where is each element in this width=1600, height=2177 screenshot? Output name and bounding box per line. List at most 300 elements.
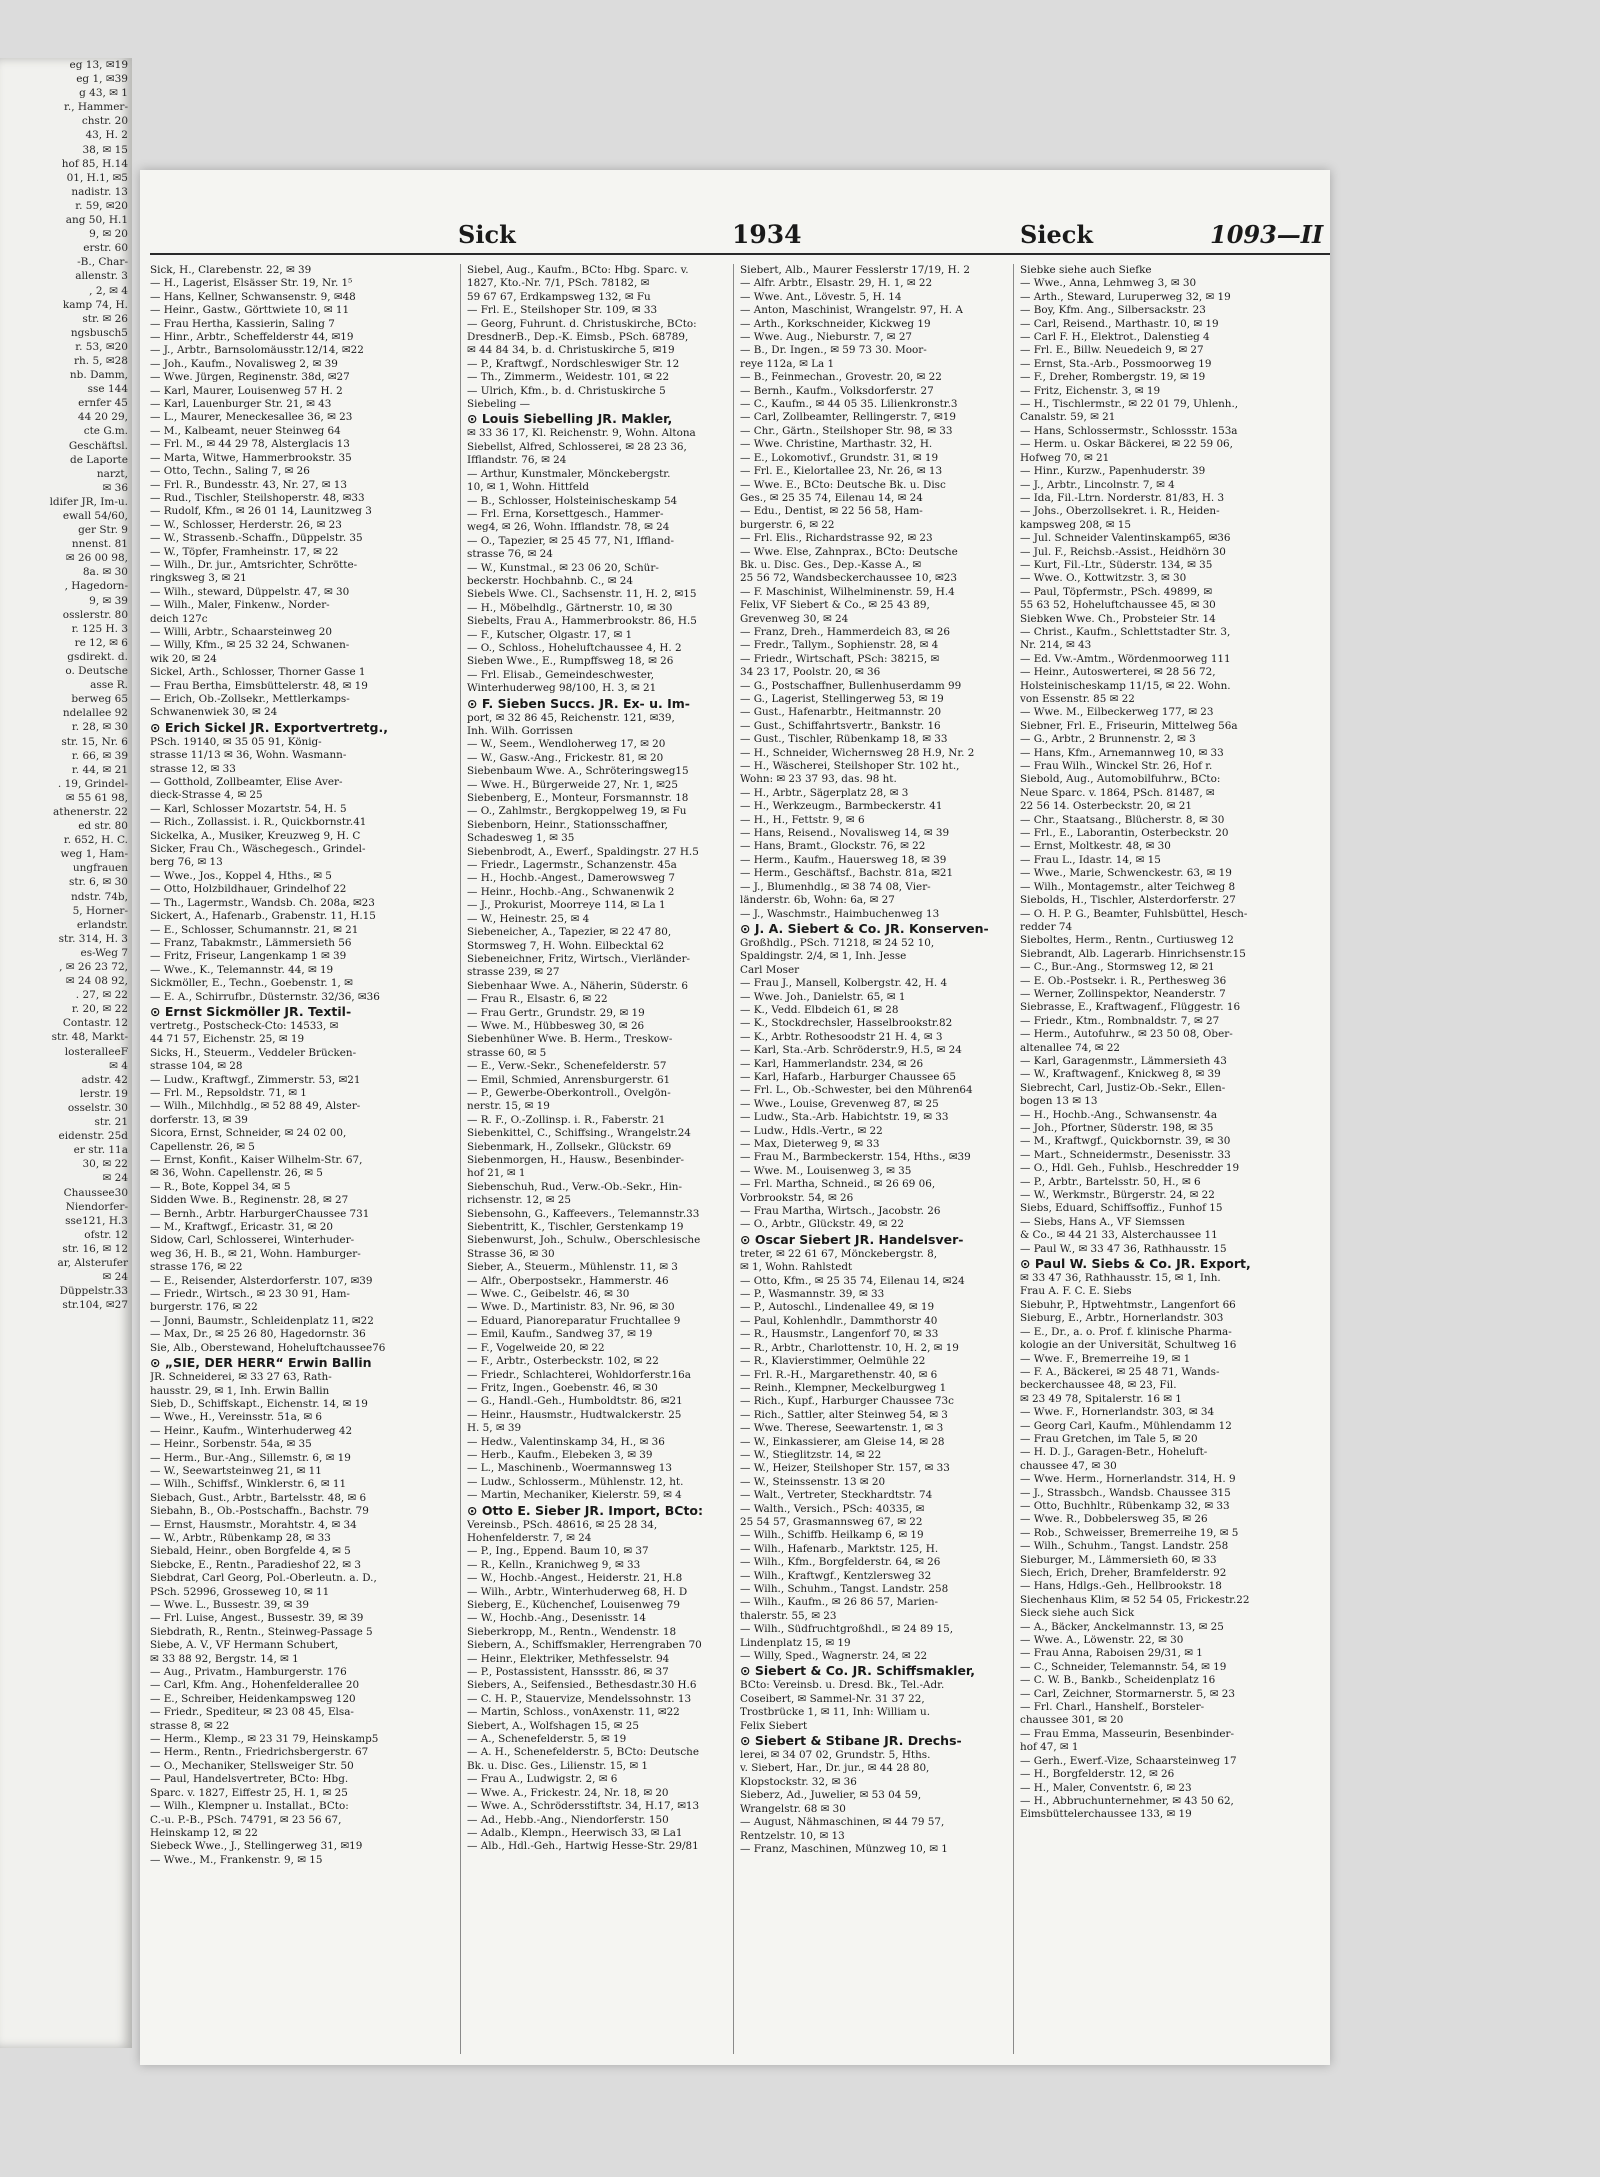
- directory-entry: — Wilh., Klempner u. Installat., BCto:: [150, 1800, 349, 1813]
- directory-entry: — F. A., Bäckerei, ✉ 25 48 71, Wands-: [1020, 1365, 1220, 1378]
- directory-entry: altenallee 74, ✉ 22: [1020, 1041, 1121, 1054]
- firm-entry: ⊙ Oscar Siebert JR. Handelsver-: [740, 1231, 964, 1247]
- directory-entry: — F., Kutscher, Olgastr. 17, ✉ 1: [467, 628, 633, 641]
- directory-entry: — Frau Bertha, Eimsbüttelerstr. 48, ✉ 19: [150, 679, 368, 692]
- directory-entry: — J., Prokurist, Moorreye 114, ✉ La 1: [467, 899, 666, 912]
- previous-page-fragment: ✉ 24: [102, 1172, 128, 1185]
- directory-entry: — H., Hochb.-Ang., Schwansenstr. 4a: [1020, 1108, 1218, 1121]
- directory-entry: H. 5, ✉ 39: [467, 1422, 522, 1435]
- directory-entry: thalerstr. 55, ✉ 23: [740, 1609, 837, 1622]
- directory-entry: Sickel, Arth., Schlosser, Thorner Gasse 1: [150, 666, 366, 679]
- directory-entry: — Christ., Kaufm., Schlettstadter Str. 3,: [1020, 625, 1231, 638]
- directory-entry: 1827, Kto.-Nr. 7/1, PSch. 78182, ✉: [467, 277, 650, 290]
- previous-page-fragment: 5, Horner-: [72, 904, 128, 917]
- directory-entry: Bk. u. Disc. Ges., Dep.-Kasse A., ✉: [740, 558, 922, 571]
- previous-page-fragment: o. Deutsche: [65, 665, 128, 678]
- directory-entry: — Paul, Kohlenhdlr., Dammthorstr 40: [740, 1314, 938, 1327]
- column-4: [1020, 264, 1320, 2064]
- directory-entry: — Rud., Tischler, Steilshoperstr. 48, ✉33: [150, 491, 365, 504]
- directory-entry: Siebenberg, E., Monteur, Forsmannstr. 18: [467, 792, 689, 805]
- directory-entry: weg4, ✉ 26, Wohn. Ifflandstr. 78, ✉ 24: [467, 521, 670, 534]
- directory-entry: — Wilh., Arbtr., Winterhuderweg 68, H. D: [467, 1585, 688, 1598]
- directory-entry: — Erich, Ob.-Zollsekr., Mettlerkamps-: [150, 693, 350, 705]
- previous-page-fragment: berweg 65: [71, 693, 128, 706]
- directory-entry: — R., Klavierstimmer, Oelmühle 22: [740, 1355, 926, 1368]
- directory-entry: Siebenbrodt, A., Ewerf., Spaldingstr. 27 H.5: [467, 845, 699, 858]
- directory-entry: — J., Arbtr., Barnsolomäusstr.12/14, ✉22: [150, 344, 364, 357]
- previous-page-fragment: r. 20, ✉ 22: [71, 1003, 128, 1016]
- directory-entry: Siebenwurst, Joh., Schulw., Oberschlesische: [467, 1234, 701, 1247]
- directory-entry: — F., Arbtr., Osterbeckstr. 102, ✉ 22: [467, 1355, 659, 1368]
- directory-entry: Winterhuderweg 98/100, H. 3, ✉ 21: [467, 682, 657, 695]
- directory-entry: dieck-Strasse 4, ✉ 25: [150, 789, 263, 802]
- directory-entry: — Marta, Witwe, Hammerbrookstr. 35: [150, 451, 352, 464]
- directory-entry: Carl Moser: [740, 963, 800, 976]
- directory-entry: — Frl. M., Repsoldstr. 71, ✉ 1: [150, 1086, 307, 1099]
- directory-entry: Sicker, Frau Ch., Wäschegesch., Grindel-: [150, 843, 366, 856]
- header-year: 1934: [732, 220, 802, 249]
- directory-entry: — W., Töpfer, Framheinstr. 17, ✉ 22: [150, 545, 339, 558]
- directory-entry: — H., Hochb.-Angest., Damerowsweg 7: [467, 872, 675, 885]
- previous-page-fragment: eidenstr. 25d: [58, 1130, 128, 1143]
- directory-entry: BCto: Vereinsb. u. Dresd. Bk., Tel.-Adr.: [740, 1679, 945, 1692]
- directory-entry: Siebeneichner, Fritz, Wirtsch., Vierländer-: [467, 952, 691, 965]
- directory-entry: — Jonni, Baumstr., Schleidenplatz 11, ✉22: [150, 1314, 374, 1327]
- directory-entry: Siebold, Aug., Automobilfuhrw., BCto:: [1020, 773, 1221, 786]
- directory-entry: — Ludw., Sta.-Arb. Habichtstr. 19, ✉ 33: [740, 1111, 949, 1124]
- directory-entry: — A., Bäcker, Anckelmannstr. 13, ✉ 25: [1020, 1620, 1224, 1633]
- previous-page-fragment: 01, H.1, ✉5: [66, 171, 128, 184]
- directory-entry: Siechenhaus Klim, ✉ 52 54 05, Frickestr.22: [1020, 1593, 1250, 1606]
- directory-entry: — G., Lagerist, Stellingerweg 53, ✉ 19: [740, 693, 944, 705]
- previous-page-fragment: sse121, H.3: [65, 1214, 128, 1227]
- directory-entry: — W., Gasw.-Ang., Frickestr. 81, ✉ 20: [467, 751, 664, 764]
- directory-entry: — P., Gewerbe-Oberkontroll., Ovelgön-: [467, 1086, 671, 1099]
- directory-entry: beckerchaussee 48, ✉ 23, Fil.: [1020, 1379, 1177, 1392]
- previous-page-fragment: adstr. 42: [81, 1073, 128, 1086]
- directory-entry: — F. Maschinist, Wilhelminenstr. 59, H.4: [740, 585, 955, 598]
- previous-page-fragment: ✉ 55 61 98,: [65, 791, 128, 804]
- directory-entry: — Jul. F., Reichsb.-Assist., Heidhörn 30: [1020, 545, 1226, 558]
- directory-entry: — Hedw., Valentinskamp 34, H., ✉ 36: [467, 1435, 665, 1448]
- directory-entry: Frau A. F. C. E. Siebs: [1020, 1285, 1132, 1298]
- directory-entry: Siebert, Alb., Maurer Fesslerstr 17/19, H. 2: [740, 264, 970, 276]
- directory-entry: — Joh., Pfortner, Süderstr. 198, ✉ 35: [1020, 1122, 1214, 1134]
- directory-entry: — Ernst, Moltkestr. 48, ✉ 30: [1020, 840, 1171, 853]
- directory-entry: — W., Hochb.-Ang., Desenisstr. 14: [467, 1612, 646, 1625]
- directory-entry: Vereinsb., PSch. 48616, ✉ 25 28 34,: [467, 1518, 658, 1531]
- directory-entry: — O. H. P. G., Beamter, Fuhlsbüttel, Hesch-: [1020, 907, 1248, 920]
- directory-entry: Siebelts, Frau A., Hammerbrookstr. 86, H.5: [467, 615, 697, 628]
- directory-entry: — Wilh., steward, Düppelstr. 47, ✉ 30: [150, 585, 350, 598]
- directory-entry: richsenstr. 12, ✉ 25: [467, 1194, 571, 1207]
- directory-entry: Siech, Erich, Dreher, Bramfelderstr. 92: [1020, 1567, 1227, 1579]
- directory-entry: — Paul W., ✉ 33 47 36, Rathhausstr. 15: [1020, 1242, 1227, 1255]
- directory-entry: Siebenbaum Wwe. A., Schröteringsweg15: [467, 765, 689, 778]
- directory-entry: — W., Steinssenstr. 13 ✉ 20: [740, 1475, 886, 1488]
- directory-entry: — Wilh., Hafenarb., Marktstr. 125, H.: [740, 1542, 939, 1555]
- directory-entry: — Carl, Zeichner, Stormarnerstr. 5, ✉ 23: [1020, 1687, 1235, 1700]
- directory-entry: — Frau A., Ludwigstr. 2, ✉ 6: [467, 1773, 618, 1786]
- directory-entry: — O., Hdl. Geh., Fuhlsb., Heschredder 19: [1020, 1162, 1240, 1175]
- directory-entry: Sieck siehe auch Sick: [1020, 1607, 1135, 1620]
- directory-entry: — Franz, Tabakmstr., Lämmersieth 56: [150, 936, 352, 949]
- directory-entry: strasse 11/13 ✉ 36, Wohn. Wasmann-: [150, 749, 347, 762]
- previous-page-fragment: ewall 54/60,: [62, 510, 128, 522]
- directory-entry: Siebahn, B., Ob.-Postschaffn., Bachstr. 79: [150, 1505, 369, 1518]
- directory-entry: — L., Maschinenb., Woermannsweg 13: [467, 1462, 672, 1475]
- directory-entry: — Wwe. A., Schrödersstiftstr. 34, H.17, ✉13: [467, 1800, 700, 1813]
- directory-entry: Siebner, Frl. E., Friseurin, Mittelweg 56a: [1020, 719, 1238, 732]
- directory-entry: redder 74: [1020, 920, 1073, 933]
- previous-page-fragment: ofstr. 12: [84, 1228, 128, 1241]
- previous-page-fragment: weg 1, Ham-: [60, 848, 128, 861]
- directory-entry: — Walth., Versich., PSch: 40335, ✉: [740, 1502, 925, 1515]
- directory-entry: Felix, VF Siebert & Co., ✉ 25 43 89,: [740, 599, 930, 612]
- directory-entry: — W., Werkmstr., Bürgerstr. 24, ✉ 22: [1020, 1189, 1215, 1202]
- directory-entry: Heinskamp 12, ✉ 22: [150, 1826, 258, 1839]
- previous-page-fragment: es-Weg 7: [80, 946, 128, 959]
- previous-page-fragment: Geschäftsl.: [68, 439, 128, 452]
- directory-entry: — Fritz, Eichenstr. 3, ✉ 19: [1020, 384, 1161, 397]
- directory-entry: Bk. u. Disc. Ges., Lilienstr. 15, ✉ 1: [467, 1759, 649, 1772]
- directory-entry: burgerstr. 6, ✉ 22: [740, 518, 835, 531]
- directory-entry: — Ulrich, Kfm., b. d. Christuskirche 5: [467, 384, 666, 397]
- directory-entry: — G., Arbtr., 2 Brunnenstr. 2, ✉ 3: [1020, 733, 1196, 746]
- directory-entry: strasse 12, ✉ 33: [150, 762, 236, 775]
- directory-entry: — Hinr., Arbtr., Scheffelderstr 44, ✉19: [150, 331, 354, 344]
- directory-entry: port, ✉ 32 86 45, Reichenstr. 121, ✉39,: [467, 711, 675, 724]
- directory-entry: — Hans, Bramt., Glockstr. 76, ✉ 22: [740, 840, 926, 853]
- directory-entry: Siebe, A. V., VF Hermann Schubert,: [150, 1639, 339, 1652]
- header-rule: [150, 253, 1330, 255]
- previous-page-fragment: Chaussee30: [63, 1186, 128, 1199]
- directory-entry: chaussee 47, ✉ 30: [1020, 1459, 1117, 1472]
- directory-entry: — J., Strassbch., Wandsb. Chaussee 315: [1020, 1486, 1231, 1499]
- directory-entry: länderstr. 6b, Wohn: 6a, ✉ 27: [740, 894, 895, 907]
- directory-entry: — E., Schreiber, Heidenkampsweg 120: [150, 1692, 356, 1705]
- previous-page-fragment: ngsbusch5: [70, 326, 128, 339]
- directory-entry: — Wwe. Joh., Danielstr. 65, ✉ 1: [740, 990, 906, 1003]
- previous-page-fragment: r. 28, ✉ 30: [71, 721, 128, 734]
- directory-entry: — Wwe. Aug., Nieburstr. 7, ✉ 27: [740, 331, 913, 344]
- directory-entry: Siebensohn, G., Kaffeevers., Telemannstr.33: [467, 1207, 700, 1220]
- directory-entry: — W., Einkassierer, am Gleise 14, ✉ 28: [740, 1435, 945, 1448]
- directory-entry: strasse 76, ✉ 24: [467, 548, 553, 561]
- directory-entry: — C., Bur.-Ang., Stormsweg 12, ✉ 21: [1020, 961, 1215, 974]
- previous-page-fragment: ernfer 45: [78, 397, 128, 410]
- directory-entry: ✉ 1, Wohn. Rahlstedt: [740, 1261, 853, 1274]
- directory-entry: — Ida, Fil.-Ltrn. Norderstr. 81/83, H. 3: [1020, 491, 1225, 504]
- directory-entry: — Bernh., Kaufm., Volksdorferstr. 27: [740, 384, 934, 397]
- directory-entry: — Friedr., Wirtschaft, PSch: 38215, ✉: [740, 652, 940, 665]
- previous-page-fragment: ✉ 24 08 92,: [65, 975, 128, 988]
- directory-entry: — Wilh., Kaufm., ✉ 26 86 57, Marien-: [740, 1596, 939, 1609]
- header-last-entry: Sieck: [1020, 220, 1093, 249]
- directory-entry: — Wwe. F., Bremerreihe 19, ✉ 1: [1020, 1352, 1191, 1365]
- directory-entry: Sidden Wwe. B., Reginenstr. 28, ✉ 27: [150, 1194, 349, 1207]
- directory-entry: — Karl, Lauenburger Str. 21, ✉ 43: [150, 398, 332, 411]
- directory-entry: — A., Schenefelderstr. 5, ✉ 19: [467, 1733, 627, 1746]
- directory-entry: treter, ✉ 22 61 67, Mönckebergstr. 8,: [740, 1247, 938, 1260]
- directory-entry: Siebke siehe auch Siefke: [1020, 264, 1152, 276]
- directory-entry: lerei, ✉ 34 07 02, Grundstr. 5, Hths.: [740, 1749, 931, 1762]
- firm-entry: ⊙ Paul W. Siebs & Co. JR. Export,: [1020, 1256, 1251, 1272]
- directory-entry: — Heinr., Elektriker, Methfesselstr. 94: [467, 1652, 670, 1665]
- firm-entry: ⊙ Otto E. Sieber JR. Import, BCto:: [467, 1502, 704, 1518]
- directory-entry: C.-u. P.-B., PSch. 74791, ✉ 23 56 67,: [150, 1813, 342, 1826]
- directory-entry: — P., Autoschl., Lindenallee 49, ✉ 19: [740, 1301, 935, 1314]
- directory-entry: — Wwe. Herm., Hornerlandstr. 314, H. 9: [1020, 1473, 1236, 1486]
- directory-entry: Capellenstr. 26, ✉ 5: [150, 1140, 255, 1153]
- previous-page-fragment: athenerstr. 22: [53, 805, 128, 818]
- previous-page-fragment: r. 66, ✉ 39: [71, 749, 128, 762]
- directory-entry: — P., Wasmannstr. 39, ✉ 33: [740, 1288, 885, 1301]
- directory-entry: — R., Arbtr., Charlottenstr. 10, H. 2, ✉ 19: [740, 1341, 959, 1354]
- directory-entry: — K., Vedd. Elbdeich 61, ✉ 28: [740, 1003, 899, 1016]
- directory-entry: — Herm., Autofuhrw., ✉ 23 50 08, Ober-: [1020, 1028, 1233, 1041]
- directory-entry: — Frau Gretchen, im Tale 5, ✉ 20: [1020, 1432, 1198, 1445]
- directory-entry: — Wwe., H., Vereinsstr. 51a, ✉ 6: [150, 1411, 323, 1424]
- directory-entry: — Frl. E., Kielortallee 23, Nr. 26, ✉ 13: [740, 465, 943, 478]
- directory-entry: — J., Arbtr., Lincolnstr. 7, ✉ 4: [1020, 478, 1175, 491]
- previous-page-fragment: sse 144: [87, 383, 128, 396]
- previous-page-fragment: kamp 74, H.: [62, 298, 128, 311]
- directory-entry: — Franz, Maschinen, Münzweg 10, ✉ 1: [740, 1842, 948, 1855]
- directory-entry: — W., Arbtr., Rübenkamp 28, ✉ 33: [150, 1531, 331, 1544]
- directory-entry: Hohenfelderstr. 7, ✉ 24: [467, 1531, 592, 1544]
- directory-entry: — Wwe. M., Eilbeckerweg 177, ✉ 23: [1020, 706, 1214, 719]
- previous-page-fragment: narzt,: [96, 467, 128, 480]
- directory-entry: — Wwe. M., Louisenweg 3, ✉ 35: [740, 1164, 912, 1177]
- previous-page-fragment: lerstr. 19: [79, 1087, 128, 1100]
- directory-entry: — R., Bote, Koppel 34, ✉ 5: [150, 1180, 291, 1193]
- previous-page-fragment: cte G.m.: [83, 425, 128, 438]
- directory-entry: — Otto, Techn., Saling 7, ✉ 26: [150, 465, 310, 478]
- previous-page-fragment: eg 1, ✉39: [76, 73, 128, 86]
- directory-entry: — Wilh., Kraftwgf., Kentzlersweg 32: [740, 1569, 932, 1582]
- directory-entry: — Ad., Hebb.-Ang., Niendorferstr. 150: [467, 1813, 669, 1826]
- directory-entry: — Herb., Kaufm., Elebeken 3, ✉ 39: [467, 1448, 653, 1461]
- header-first-entry: Sick: [458, 220, 516, 249]
- directory-entry: — W., Heinestr. 25, ✉ 4: [467, 912, 590, 925]
- directory-entry: — Wwe., K., Telemannstr. 44, ✉ 19: [150, 963, 334, 976]
- directory-entry: — Willi, Arbtr., Schaarsteinweg 20: [150, 625, 332, 638]
- directory-entry: — Herm., Kaufm., Hauersweg 18, ✉ 39: [740, 853, 947, 866]
- directory-entry: — Arth., Steward, Luruperweg 32, ✉ 19: [1020, 290, 1231, 303]
- directory-entry: — Friedr., Ktm., Rombnaldstr. 7, ✉ 27: [1020, 1014, 1220, 1027]
- directory-entry: — P., Ing., Eppend. Baum 10, ✉ 37: [467, 1545, 649, 1558]
- directory-entry: — Wwe., M., Frankenstr. 9, ✉ 15: [150, 1853, 323, 1866]
- directory-entry: — W., Seem., Wendloherweg 17, ✉ 20: [467, 738, 666, 751]
- previous-page-fragment: de Laporte: [69, 453, 128, 466]
- directory-entry: Coseibert, ✉ Sammel-Nr. 31 37 22,: [740, 1692, 925, 1705]
- directory-entry: — August, Nähmaschinen, ✉ 44 79 57,: [740, 1816, 945, 1829]
- directory-entry: — Otto, Buchhltr., Rübenkamp 32, ✉ 33: [1020, 1499, 1230, 1512]
- directory-entry: — C., Kaufm., ✉ 44 05 35. Lilienkronstr.3: [740, 398, 958, 411]
- directory-entry: Schwanenwiek 30, ✉ 24: [150, 706, 278, 719]
- directory-entry: strasse 176, ✉ 22: [150, 1261, 243, 1274]
- previous-page-fragment: ✉ 24: [102, 1271, 128, 1284]
- firm-entry: ⊙ Siebert & Co. JR. Schiffsmakler,: [740, 1663, 976, 1679]
- directory-entry: — O., Tapezier, ✉ 25 45 77, N1, Iffland-: [467, 534, 675, 547]
- directory-entry: — Willy, Sped., Wagnerstr. 24, ✉ 22: [740, 1650, 928, 1663]
- directory-entry: — Emil, Kaufm., Sandweg 37, ✉ 19: [467, 1328, 653, 1341]
- directory-entry: — J., Waschmstr., Haimbuchenweg 13: [740, 907, 940, 920]
- directory-entry: Siebenmark, H., Zollsekr., Glückstr. 69: [467, 1140, 672, 1153]
- directory-entry: — K., Arbtr. Rothesoodstr 21 H. 4, ✉ 3: [740, 1030, 943, 1043]
- directory-entry: — J., Blumenhdlg., ✉ 38 74 08, Vier-: [740, 880, 931, 893]
- previous-page-fragment: ldifer JR, Im-u.: [49, 495, 128, 508]
- directory-entry: — Frl. Elisab., Gemeindeschwester,: [467, 668, 655, 681]
- directory-entry: 25 56 72, Wandsbeckerchaussee 10, ✉23: [740, 572, 957, 585]
- previous-page-fragment: osselstr. 30: [67, 1101, 128, 1114]
- previous-page-fragment: r. 125 H. 3: [71, 622, 128, 635]
- directory-entry: — Frau M., Barmbeckerstr. 154, Hths., ✉39: [740, 1151, 971, 1164]
- directory-entry: — Gust., Schiffahrtsvertr., Bankstr. 16: [740, 719, 941, 732]
- directory-entry: — Aug., Privatm., Hamburgerstr. 176: [150, 1666, 347, 1679]
- directory-entry: — M., Kraftwgf., Ericastr. 31, ✉ 20: [150, 1221, 334, 1234]
- directory-entry: — Otto, Holzbildhauer, Grindelhof 22: [150, 883, 347, 896]
- directory-entry: — Rich., Zollassist. i. R., Quickbornstr.41: [150, 816, 367, 829]
- directory-entry: — O., Zahlmstr., Bergkoppelweg 19, ✉ Fu: [467, 805, 687, 818]
- directory-entry: von Essenstr. 85 ✉ 22: [1020, 693, 1135, 705]
- directory-entry: — G., Postschaffner, Bullenhuserdamm 99: [740, 679, 962, 692]
- directory-entry: — Fritz, Ingen., Goebenstr. 46, ✉ 30: [467, 1381, 658, 1394]
- directory-entry: Ges., ✉ 25 35 74, Eilenau 14, ✉ 24: [740, 491, 923, 504]
- directory-entry: — Th., Lagermstr., Wandsb. Ch. 208a, ✉23: [150, 896, 375, 909]
- directory-entry: — A. H., Schenefelderstr. 5, BCto: Deutsche: [467, 1746, 699, 1759]
- directory-entry: Siebald, Heinr., oben Borgfelde 4, ✉ 5: [150, 1545, 351, 1558]
- directory-entry: Sieben Wwe., E., Rumpffsweg 18, ✉ 26: [467, 655, 674, 668]
- column-divider: [460, 264, 461, 2054]
- directory-entry: — Gotthold, Zollbeamter, Elise Aver-: [150, 776, 343, 789]
- previous-page-fragment: 9, ✉ 39: [89, 594, 128, 607]
- previous-page-fragment: -B., Char-: [77, 256, 128, 269]
- directory-entry: — Hans, Schlossermstr., Schlossstr. 153a: [1020, 424, 1238, 437]
- directory-entry: — Wilh., Schiffsf., Winklerstr. 6, ✉ 11: [150, 1478, 347, 1491]
- previous-page-fragment: Düppelstr.33: [59, 1285, 128, 1298]
- directory-entry: — Emil, Schmied, Anrensburgerstr. 61: [467, 1073, 671, 1086]
- directory-entry: hof 21, ✉ 1: [467, 1167, 526, 1180]
- directory-entry: — Jul. Schneider Valentinskamp65, ✉36: [1020, 532, 1231, 545]
- previous-page-fragment: nb. Damm,: [69, 369, 128, 382]
- directory-entry: — Hans, Kellner, Schwansenstr. 9, ✉48: [150, 290, 356, 303]
- previous-page-fragment: hof 85, H.14: [61, 157, 128, 170]
- directory-entry: JR. Schneiderei, ✉ 33 27 63, Rath-: [150, 1371, 332, 1384]
- previous-page-fragment: str. 48, Markt-: [51, 1031, 128, 1044]
- directory-entry: Klopstockstr. 32, ✉ 36: [740, 1775, 857, 1788]
- directory-entry: — Karl, Hammerlandstr. 234, ✉ 26: [740, 1057, 924, 1070]
- directory-entry: — Frau Emma, Masseurin, Besenbinder-: [1020, 1727, 1234, 1740]
- directory-entry: — Frl. E., Billw. Neuedeich 9, ✉ 27: [1020, 344, 1204, 357]
- previous-page-fragment: ed str. 80: [78, 820, 128, 833]
- directory-entry: — Hans, Hdlgs.-Geh., Hellbrookstr. 18: [1020, 1580, 1222, 1593]
- directory-entry: — Carl, Reisend., Marthastr. 10, ✉ 19: [1020, 317, 1219, 330]
- previous-page-fragment: ungfrauen: [72, 862, 128, 875]
- directory-entry: — H., Maler, Conventstr. 6, ✉ 23: [1020, 1781, 1192, 1794]
- directory-entry: — Paul, Handelsvertreter, BCto: Hbg.: [150, 1773, 349, 1786]
- directory-entry: — Wwe. H., Bürgerweide 27, Nr. 1, ✉25: [467, 778, 679, 791]
- directory-entry: Ifflandstr. 76, ✉ 24: [467, 454, 567, 467]
- directory-entry: Sickelka, A., Musiker, Kreuzweg 9, H. C: [150, 829, 361, 842]
- directory-entry: — H., Abbruchunternehmer, ✉ 43 50 62,: [1020, 1794, 1234, 1807]
- directory-entry: — Rudolf, Kfm., ✉ 26 01 14, Launitzweg 3: [150, 505, 372, 518]
- directory-entry: — Willy, Kfm., ✉ 25 32 24, Schwanen-: [150, 639, 350, 652]
- previous-page-fragment: 43, H. 2: [85, 129, 128, 142]
- directory-entry: — W., Heizer, Steilshoper Str. 157, ✉ 33: [740, 1462, 950, 1475]
- directory-entry: — R., Hausmstr., Langenforf 70, ✉ 33: [740, 1328, 939, 1341]
- directory-entry: — Wilh., Schuhm., Tangst. Landstr. 258: [1020, 1540, 1229, 1553]
- directory-entry: Grevenweg 30, ✉ 24: [740, 612, 849, 625]
- previous-page-fragment: re 12, ✉ 6: [74, 636, 128, 649]
- directory-entry: Siebers, A., Seifensied., Bethesdastr.30 H.6: [467, 1679, 697, 1692]
- directory-entry: Neue Sparc. v. 1864, PSch. 81487, ✉: [1020, 786, 1215, 799]
- directory-entry: — Karl, Hafarb., Harburger Chaussee 65: [740, 1070, 956, 1083]
- previous-page-fragment: asse R.: [90, 679, 128, 692]
- previous-page-fragment: ndelallee 92: [62, 707, 128, 720]
- directory-entry: Sidow, Carl, Schlosserei, Winterhuder-: [150, 1234, 355, 1247]
- directory-entry: strasse 8, ✉ 22: [150, 1719, 230, 1732]
- directory-entry: — H., Wäscherei, Steilshoper Str. 102 ht.,: [740, 760, 960, 773]
- directory-entry: — E., Dr., a. o. Prof. f. klinische Pharma-: [1020, 1325, 1232, 1338]
- directory-entry: weg 36, H. B., ✉ 21, Wohn. Hamburger-: [150, 1247, 361, 1260]
- previous-page-fragment: erlandstr.: [76, 918, 128, 931]
- directory-entry: — Wwe. L., Bussestr. 39, ✉ 39: [150, 1599, 309, 1611]
- directory-entry: — H., H., Fettstr. 9, ✉ 6: [740, 813, 865, 826]
- directory-entry: — Wwe. A., Frickestr. 24, Nr. 18, ✉ 20: [467, 1786, 669, 1799]
- directory-entry: Sieber, A., Steuerm., Mühlenstr. 11, ✉ 3: [467, 1261, 678, 1274]
- directory-entry: Siebeling —: [467, 398, 531, 411]
- directory-entry: — H. D. J., Garagen-Betr., Hoheluft-: [1020, 1446, 1208, 1459]
- directory-entry: — Heinr., Gastw., Görttwiete 10, ✉ 11: [150, 304, 350, 317]
- directory-entry: — Paul, Töpfermstr., PSch. 49899, ✉: [1020, 585, 1213, 598]
- firm-entry: ⊙ Siebert & Stibane JR. Drechs-: [740, 1733, 962, 1749]
- directory-entry: — Wilh., Dr. jur., Amtsrichter, Schrötte-: [150, 558, 358, 571]
- directory-entry: Strasse 36, ✉ 30: [467, 1247, 555, 1260]
- directory-entry: — Frau Anna, Raboisen 29/31, ✉ 1: [1020, 1647, 1203, 1660]
- directory-entry: ✉ 33 36 17, Kl. Reichenstr. 9, Wohn. Altona: [467, 427, 696, 440]
- directory-entry: Wohn: ✉ 23 37 93, das. 98 ht.: [740, 773, 897, 786]
- directory-entry: — Max, Dr., ✉ 25 26 80, Hagedornstr. 36: [150, 1328, 366, 1341]
- directory-entry: — Wwe. Else, Zahnprax., BCto: Deutsche: [740, 545, 958, 558]
- directory-entry: Siebenmorgen, H., Hausw., Besenbinder-: [467, 1154, 684, 1166]
- directory-entry: Stormsweg 7, H. Wohn. Eilbecktal 62: [467, 939, 665, 952]
- directory-entry: — H., Tischlermstr., ✉ 22 01 79, Uhlenh.,: [1020, 398, 1239, 411]
- directory-entry: Siebentritt, K., Tischler, Gerstenkamp 19: [467, 1221, 684, 1234]
- directory-entry: ✉ 44 84 34, b. d. Christuskirche 5, ✉19: [467, 344, 675, 357]
- directory-entry: — W., Kraftwagenf., Knickweg 8, ✉ 39: [1020, 1068, 1221, 1081]
- directory-entry: — Heinr., Hochb.-Ang., Schwanenwik 2: [467, 885, 675, 898]
- directory-entry: — Wwe. Christine, Marthastr. 32, H.: [740, 438, 933, 451]
- directory-entry: — Wwe. A., Löwenstr. 22, ✉ 30: [1020, 1634, 1184, 1647]
- directory-entry: — Wilh., Maler, Finkenw., Norder-: [150, 599, 330, 612]
- column-divider: [1013, 264, 1014, 2054]
- directory-entry: — E. A., Schirrufbr., Düsternstr. 32/36, ✉36: [150, 990, 380, 1003]
- directory-entry: strasse 60, ✉ 5: [467, 1046, 547, 1059]
- directory-entry: Sie, Alb., Oberstewand, Hoheluftchaussee76: [150, 1341, 386, 1354]
- directory-entry: Siebenhüner Wwe. B. Herm., Treskow-: [467, 1033, 673, 1046]
- previous-page-fragment: str. ✉ 26: [82, 312, 128, 325]
- directory-entry: Siebel, Aug., Kaufm., BCto: Hbg. Sparc. v.: [467, 264, 689, 276]
- directory-entry: — Th., Zimmerm., Weidestr. 101, ✉ 22: [467, 371, 670, 384]
- directory-entry: — Herm., Geschäftsf., Bachstr. 81a, ✉21: [740, 867, 954, 880]
- column-2: [467, 264, 729, 2064]
- directory-entry: — Ernst, Hausmstr., Morahtstr. 4, ✉ 34: [150, 1518, 357, 1531]
- directory-entry: — Karl, Schlosser Mozartstr. 54, H. 5: [150, 802, 347, 815]
- directory-entry: Siebeck Wwe., J., Stellingerweg 31, ✉19: [150, 1840, 363, 1853]
- directory-entry: — Anton, Maschinist, Wrangelstr. 97, H. A: [740, 304, 963, 317]
